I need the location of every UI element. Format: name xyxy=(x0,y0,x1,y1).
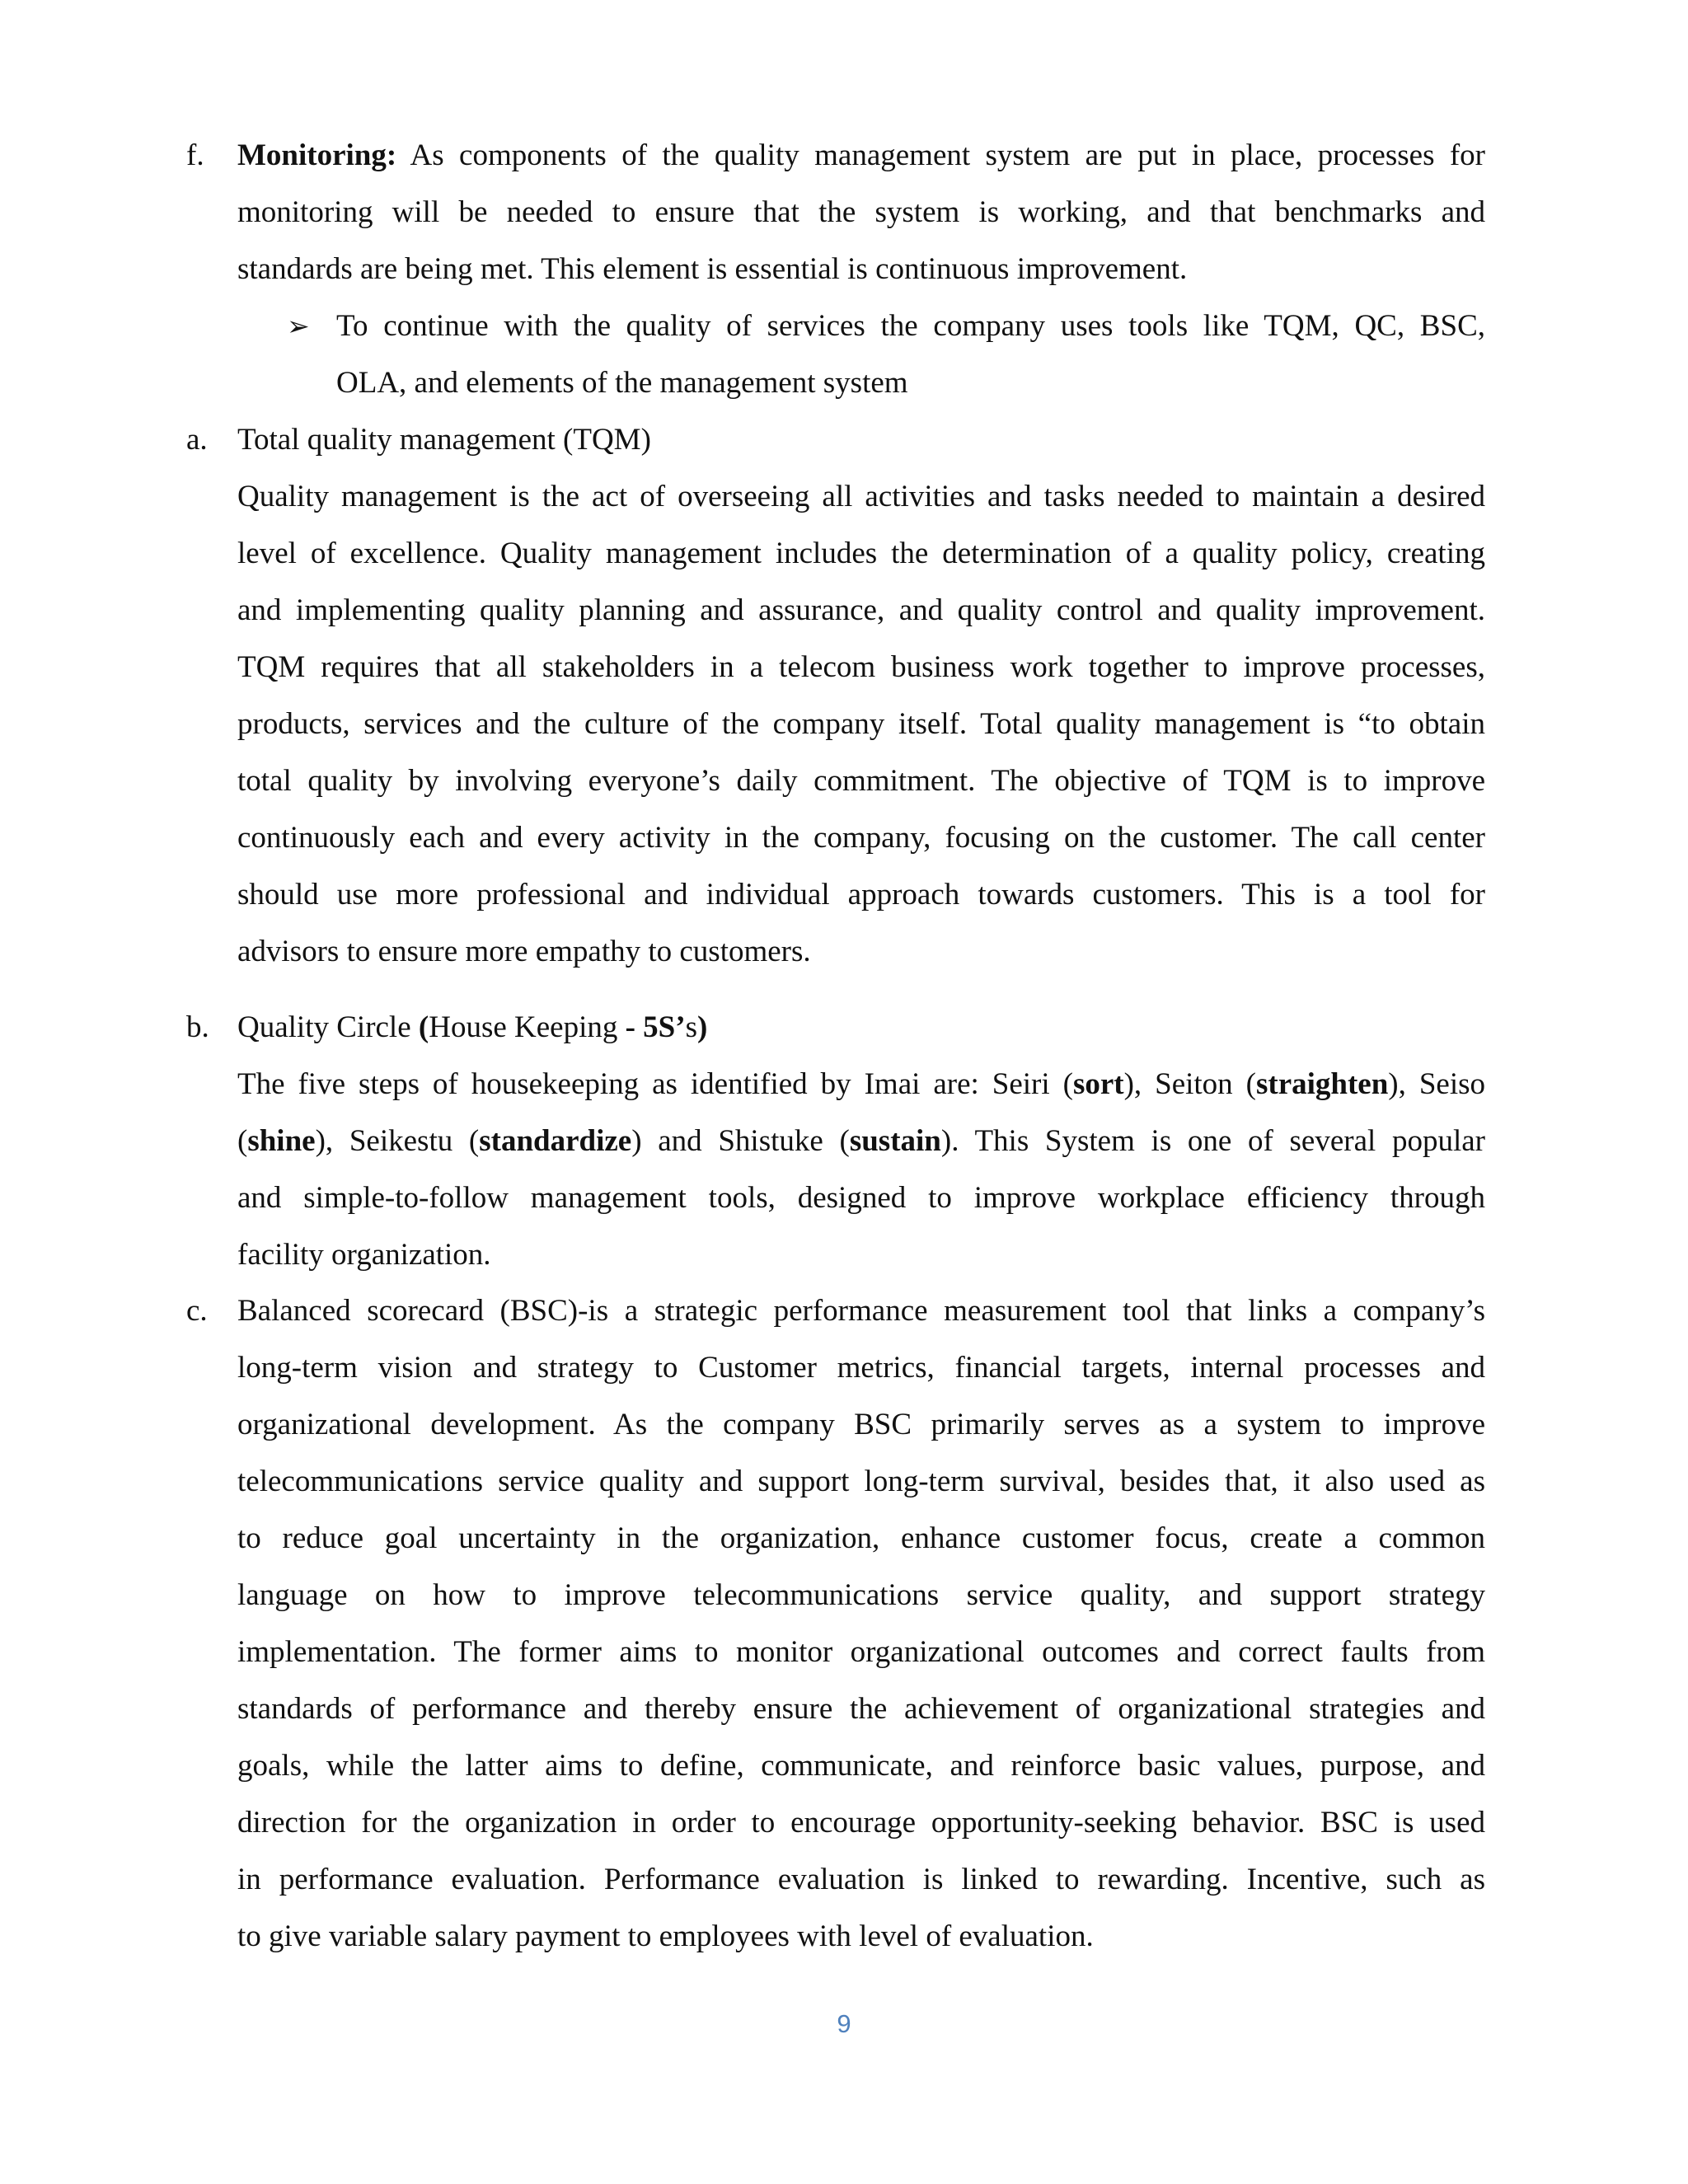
text-line: in performance evaluation. Performance evaluation is linked to rewarding. Incentive, such as xyxy=(237,1863,1485,1896)
list-marker: f. xyxy=(186,138,204,172)
paragraph-quality-circle xyxy=(237,999,1485,1283)
text-span: ). This System is one of several popular xyxy=(940,1124,1485,1158)
text-span: ( xyxy=(237,1124,248,1158)
text-span: sort xyxy=(1072,1067,1124,1101)
text-line xyxy=(237,127,1485,184)
section-title: Total quality management (TQM) xyxy=(237,423,651,457)
text-line: goals, while the latter aims to define, communicate, and reinforce basic values, purpose, and xyxy=(237,1749,1485,1783)
bullet-text xyxy=(336,298,1485,411)
text-span: sustain xyxy=(849,1124,941,1158)
text-line: and simple-to-follow management tools, designed to improve workplace efficiency through xyxy=(237,1181,1485,1215)
text-span: straighten xyxy=(1255,1067,1389,1101)
text-line: TQM requires that all stakeholders in a telecom business work together to improve processes, xyxy=(237,650,1485,684)
text-line: organizational development. As the company BSC primarily serves as a system to improve xyxy=(237,1408,1485,1441)
text-span: ), Seiso xyxy=(1388,1067,1486,1101)
text-line: facility organization. xyxy=(237,1238,491,1272)
text-line: and implementing quality planning and assurance, and quality control and quality improvement. xyxy=(237,593,1485,627)
text-span: As components of the quality management system are put in place, processes for xyxy=(396,138,1485,172)
text-span: Quality Circle xyxy=(237,1010,419,1044)
text-span: ), Seikestu ( xyxy=(315,1124,480,1158)
list-marker: c. xyxy=(186,1294,208,1328)
text-span: ) xyxy=(697,1010,708,1044)
text-line: standards of performance and thereby ensure the achievement of organizational strategies and xyxy=(237,1692,1485,1726)
page-number: 9 xyxy=(837,2009,851,2038)
text-line xyxy=(237,1113,1485,1169)
text-span: House Keeping xyxy=(429,1010,626,1044)
text-line: OLA, and elements of the management system xyxy=(336,366,908,400)
text-span: The five steps of housekeeping as identified by Imai are: Seiri ( xyxy=(237,1067,1073,1101)
text-line: advisors to ensure more empathy to customers. xyxy=(237,935,811,968)
text-line: Quality management is the act of overseeing all activities and tasks needed to maintain a desired xyxy=(237,480,1485,513)
bullet-item-tools xyxy=(287,298,1485,411)
text-line: To continue with the quality of services the company uses tools like TQM, QC, BSC, xyxy=(336,309,1485,343)
text-span: s xyxy=(685,1010,697,1044)
text-line: should use more professional and individual approach towards customers. This is a tool for xyxy=(237,878,1485,912)
arrowhead-bullet-icon: ➢ xyxy=(287,310,310,342)
text-line: monitoring will be needed to ensure that the system is working, and that benchmarks and xyxy=(237,195,1485,229)
text-span: - 5S’ xyxy=(625,1010,686,1044)
paragraph-monitoring xyxy=(237,127,1485,298)
text-span: standardize xyxy=(479,1124,632,1158)
text-line: long-term vision and strategy to Customer metrics, financial targets, internal processes and xyxy=(237,1351,1485,1385)
text-line: continuously each and every activity in the company, focusing on the customer. The call center xyxy=(237,821,1485,855)
text-line: standards are being met. This element is essential is continuous improvement. xyxy=(237,252,1188,286)
text-span: ( xyxy=(418,1010,429,1044)
list-marker: a. xyxy=(186,423,208,457)
text-span: ) and Shistuke ( xyxy=(631,1124,850,1158)
text-line: telecommunications service quality and support long-term survival, besides that, it also used as xyxy=(237,1465,1485,1498)
monitoring-heading: Monitoring: xyxy=(237,138,397,172)
section-title xyxy=(237,999,1485,1056)
text-line: language on how to improve telecommunications service quality, and support strategy xyxy=(237,1578,1485,1612)
text-line xyxy=(237,1056,1485,1113)
text-line: to give variable salary payment to employees with level of evaluation. xyxy=(237,1919,1094,1953)
text-line: direction for the organization in order to encourage opportunity-seeking behavior. BSC is used xyxy=(237,1806,1485,1840)
list-item-monitoring xyxy=(186,127,1485,298)
paragraph-tqm xyxy=(237,411,1485,980)
list-item-quality-circle xyxy=(186,999,1485,1283)
text-line: products, services and the culture of the company itself. Total quality management is “to obtain xyxy=(237,707,1485,741)
list-item-bsc xyxy=(186,1282,1485,1965)
text-line: Balanced scorecard (BSC)-is a strategic performance measurement tool that links a company’s xyxy=(237,1294,1485,1328)
paragraph-bsc xyxy=(237,1282,1485,1965)
text-span: ), Seiton ( xyxy=(1123,1067,1256,1101)
list-item-tqm xyxy=(186,411,1485,980)
text-line: to reduce goal uncertainty in the organization, enhance customer focus, create a common xyxy=(237,1521,1485,1555)
text-line: implementation. The former aims to monitor organizational outcomes and correct faults from xyxy=(237,1635,1485,1669)
text-line: level of excellence. Quality management includes the determination of a quality policy, creating xyxy=(237,537,1485,570)
list-marker: b. xyxy=(186,1010,209,1044)
text-line: total quality by involving everyone’s daily commitment. The objective of TQM is to improve xyxy=(237,764,1485,798)
text-span: shine xyxy=(247,1124,316,1158)
